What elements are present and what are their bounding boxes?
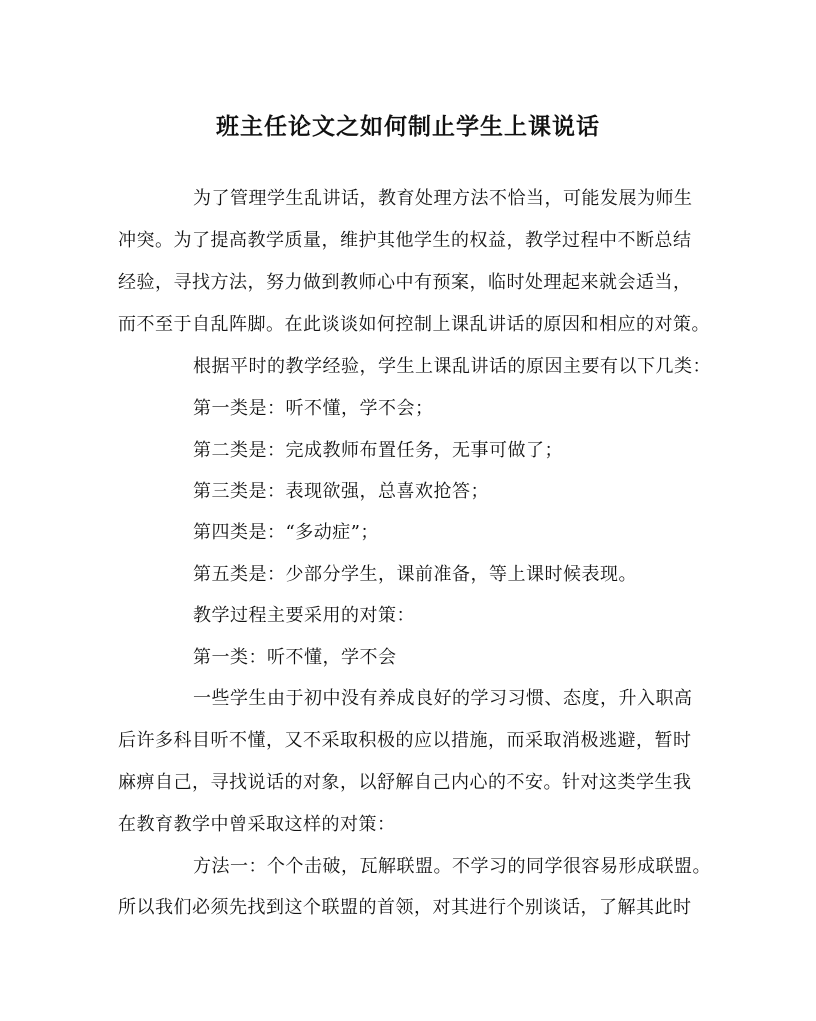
- list-item: 第五类是：少部分学生，课前准备，等上课时候表现。: [193, 564, 637, 585]
- paragraph-line: 方法一：个个击破，瓦解联盟。不学习的同学很容易形成联盟。: [193, 856, 711, 877]
- paragraph-line: 在教育教学中曾采取这样的对策：: [118, 814, 396, 835]
- list-item: 第四类是：“多动症”；: [193, 522, 379, 543]
- paragraph-line: 而不至于自乱阵脚。在此谈谈如何控制上课乱讲话的原因和相应的对策。: [118, 314, 710, 335]
- section-heading: 教学过程主要采用的对策：: [193, 605, 415, 626]
- paragraph-line: 所以我们必须先找到这个联盟的首领，对其进行个别谈话，了解其此时: [118, 897, 692, 918]
- list-item: 第三类是：表现欲强，总喜欢抢答；: [193, 481, 489, 502]
- paragraph-line: 冲突。为了提高教学质量，维护其他学生的权益，教学过程中不断总结: [118, 230, 692, 251]
- document-title: 班主任论文之如何制止学生上课说话: [216, 113, 600, 140]
- paragraph-line: 后许多科目听不懂，又不采取积极的应以措施，而采取消极逃避，暂时: [118, 730, 692, 751]
- paragraph-line: 一些学生由于初中没有养成良好的学习习惯、态度，升入职高: [193, 688, 693, 709]
- paragraph-line: 根据平时的教学经验，学生上课乱讲话的原因主要有以下几类：: [193, 356, 711, 377]
- paragraph-line: 经验，寻找方法，努力做到教师心中有预案，临时处理起来就会适当，: [118, 272, 692, 293]
- section-heading: 第一类：听不懂，学不会: [193, 647, 397, 668]
- list-item: 第一类是：听不懂，学不会；: [193, 398, 434, 419]
- paragraph-line: 麻痹自己，寻找说话的对象，以舒解自己内心的不安。针对这类学生我: [118, 772, 692, 793]
- paragraph-line: 为了管理学生乱讲话，教育处理方法不恰当，可能发展为师生: [193, 188, 693, 209]
- list-item: 第二类是：完成教师布置任务，无事可做了；: [193, 440, 563, 461]
